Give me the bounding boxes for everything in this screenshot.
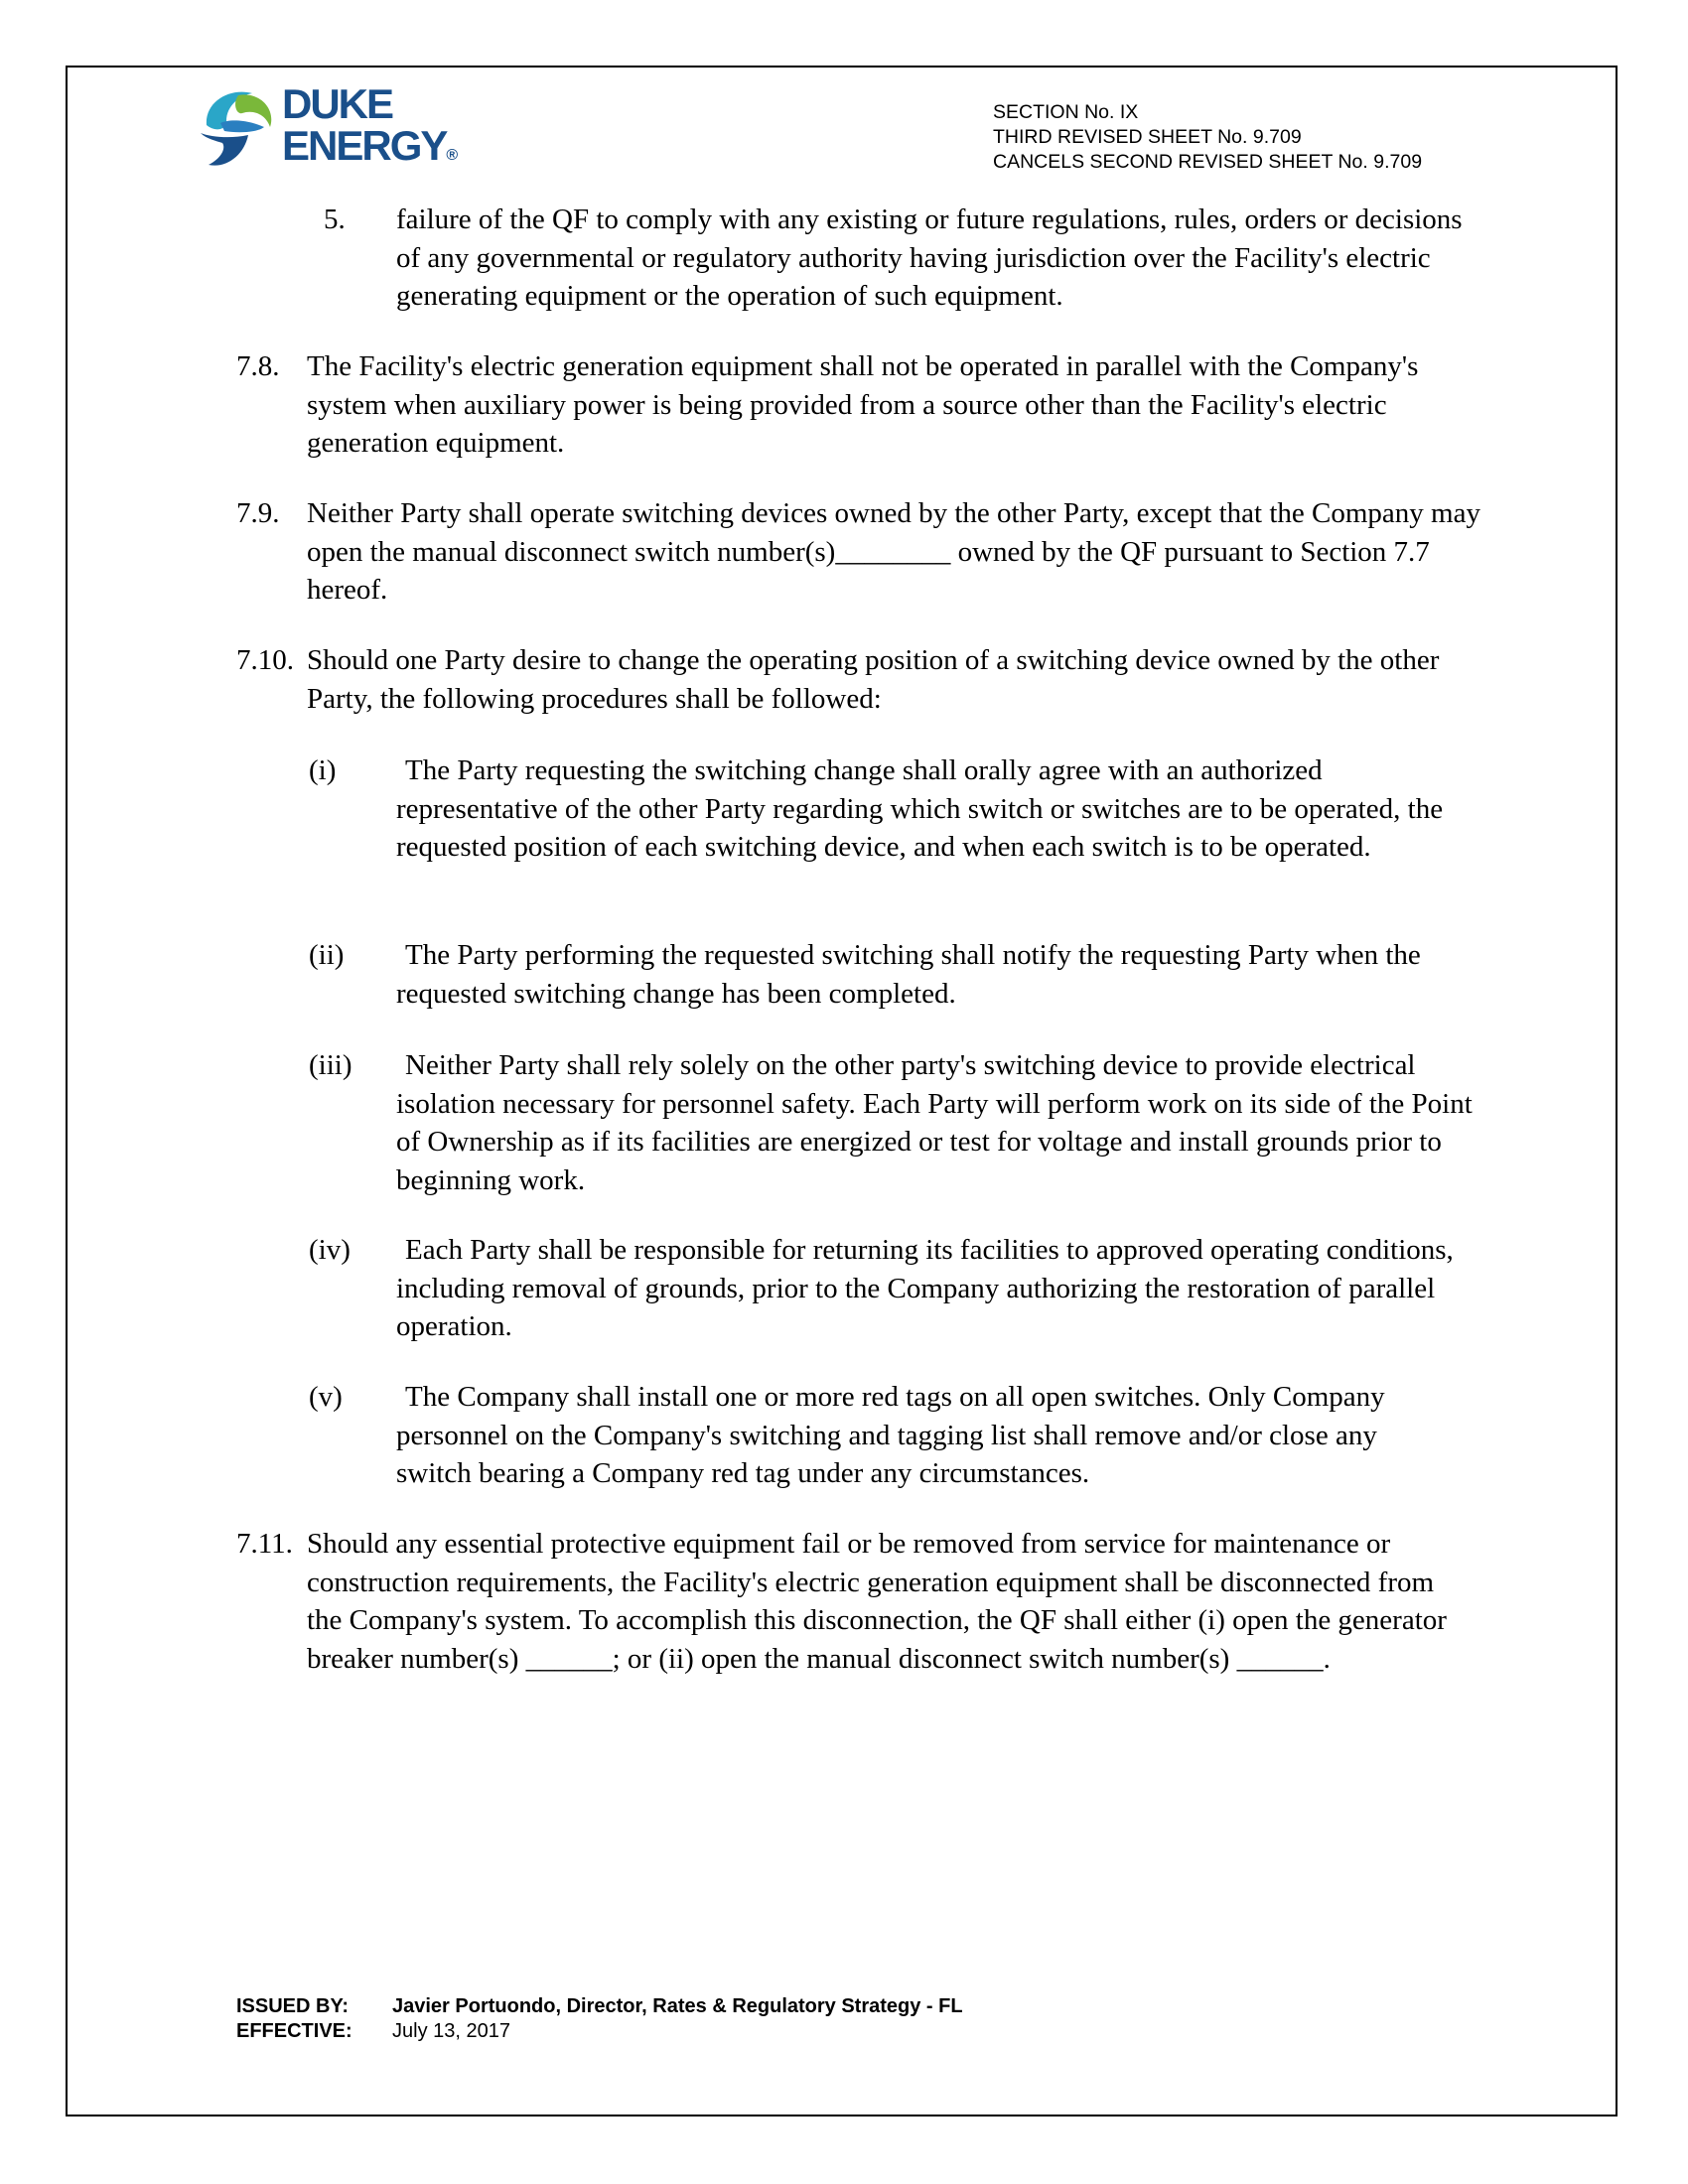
issued-by-label: ISSUED BY:: [236, 1995, 349, 2017]
duke-energy-swirl-icon: [187, 79, 282, 175]
section-7-9-number: 7.9.: [236, 497, 280, 529]
logo-line-duke: DUKE: [282, 80, 393, 127]
subsection-ii-text: The Party performing the requested switching shall notify the requesting Party when the requested switching change has been completed.: [396, 939, 1421, 1010]
logo-line-energy: ENERGY: [282, 122, 447, 169]
item-5-number: 5.: [324, 204, 346, 235]
cancels-sheet: CANCELS SECOND REVISED SHEET No. 9.709: [993, 151, 1423, 173]
section-7-11-number: 7.11.: [236, 1528, 293, 1560]
sheet-info: [993, 100, 1422, 175]
section-7-10-number: 7.10.: [236, 644, 294, 676]
section-number: SECTION No. IX: [993, 101, 1139, 123]
section-7-9-text: Neither Party shall operate switching devices owned by the other Party, except that the Company may open the manual disconnect switch number(s)________ owned by the QF pursuant to Section 7.7 hereof.: [307, 497, 1480, 606]
subsection-v-text: The Company shall install one or more red tags on all open switches. Only Company personnel on the Company's switching and tagging list shall remove and/or close any switch bearing a Company red tag under any circumstances.: [396, 1381, 1385, 1489]
section-7-8-text: The Facility's electric generation equipment shall not be operated in parallel with the Company's system when auxiliary power is being provided from a source other than the Facility's electric generation equipment.: [307, 350, 1419, 459]
subsection-i-text: The Party requesting the switching change shall orally agree with an authorized representative of the other Party regarding which switch or switches are to be operated, the requested position of each switching device, and when each switch is to be operated.: [396, 754, 1444, 863]
effective-value: July 13, 2017: [392, 2020, 510, 2042]
effective-label: EFFECTIVE:: [236, 2020, 352, 2042]
section-7-10-text: Should one Party desire to change the operating position of a switching device owned by the other Party, the following procedures shall be followed:: [307, 644, 1440, 715]
duke-energy-wordmark: [282, 80, 459, 177]
subsection-iii-number: (iii): [309, 1049, 352, 1081]
subsection-iii-text: Neither Party shall rely solely on the other party's switching device to provide electrical isolation necessary for personnel safety. Each Party will perform work on its side of the Point of Ownership as if its facilities are energized or test for voltage and install grounds prior to beginning work.: [396, 1049, 1473, 1196]
item-5-text: failure of the QF to comply with any existing or future regulations, rules, orders or decisions of any governmental or regulatory authority having jurisdiction over the Facility's electric generating equipment or the operation of such equipment.: [396, 204, 1463, 312]
subsection-i-number: (i): [309, 754, 337, 786]
section-7-11-text: Should any essential protective equipment fail or be removed from service for maintenance or construction requirements, the Facility's electric generation equipment shall be disconnected from the Company's system. To accomplish this disconnection, the QF shall either (i) open the generator breaker number(s) ______; or (ii) open the manual disconnect switch number(s) ______.: [307, 1528, 1447, 1675]
subsection-iv-number: (iv): [309, 1234, 351, 1266]
revised-sheet: THIRD REVISED SHEET No. 9.709: [993, 126, 1302, 148]
subsection-v-number: (v): [309, 1381, 343, 1413]
subsection-iv-text: Each Party shall be responsible for returning its facilities to approved operating conditions, including removal of grounds, prior to the Company authorizing the restoration of parallel operation.: [396, 1234, 1454, 1342]
section-7-8-number: 7.8.: [236, 350, 280, 382]
registered-mark: ®: [446, 147, 459, 164]
subsection-ii-number: (ii): [309, 939, 345, 971]
issued-by-value: Javier Portuondo, Director, Rates & Regulatory Strategy - FL: [392, 1995, 963, 2017]
duke-energy-logo: [187, 79, 485, 175]
